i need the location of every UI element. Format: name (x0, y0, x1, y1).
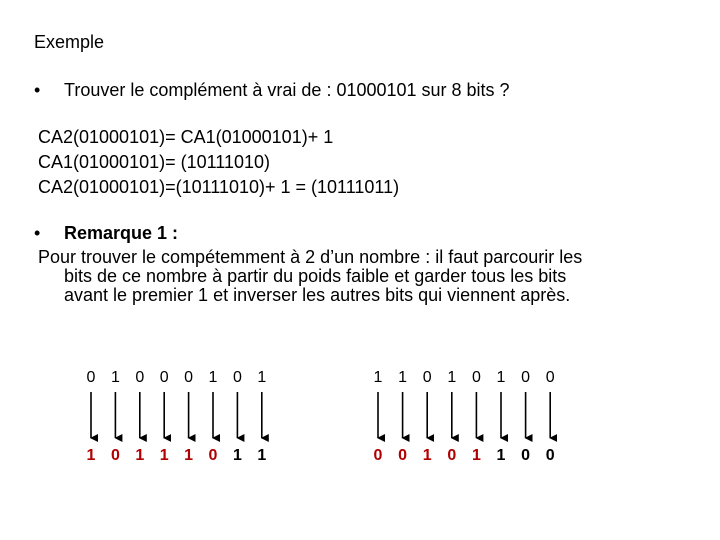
output-bit: 0 (373, 447, 383, 464)
input-bit: 0 (521, 369, 531, 386)
input-bit: 1 (257, 369, 267, 386)
input-bit: 1 (208, 369, 218, 386)
input-bit: 0 (184, 369, 194, 386)
formula-line: CA2(01000101)=(10111010)+ 1 = (10111011) (38, 177, 400, 197)
output-bit: 0 (110, 447, 120, 464)
input-bit: 1 (496, 369, 506, 386)
slide-title: Exemple (34, 32, 105, 52)
output-bit: 1 (471, 447, 481, 464)
question-text: Trouver le complément à vrai de : 01000101 sur 8 bits ? (64, 80, 510, 100)
input-bit: 1 (373, 369, 383, 386)
output-bit: 1 (184, 447, 194, 464)
output-bit: 0 (545, 447, 555, 464)
output-bit: 1 (496, 447, 506, 464)
input-bit: 0 (86, 369, 96, 386)
output-bit: 1 (159, 447, 169, 464)
output-bit: 1 (135, 447, 145, 464)
remark-line: avant le premier 1 et inverser les autres bits qui viennent après. (64, 285, 571, 305)
remark-line: Pour trouver le compétemment à 2 d’un nombre : il faut parcourir les (38, 247, 583, 267)
remark-label: Remarque 1 : (64, 223, 179, 243)
output-bit: 1 (422, 447, 432, 464)
output-bit: 0 (398, 447, 408, 464)
output-bit: 0 (208, 447, 218, 464)
bullet: • (34, 223, 41, 243)
formula-line: CA1(01000101)= (10111010) (38, 152, 271, 172)
bullet: • (34, 80, 41, 100)
output-bit: 1 (86, 447, 96, 464)
input-bit: 1 (398, 369, 408, 386)
input-bit: 0 (135, 369, 145, 386)
remark-line: bits de ce nombre à partir du poids faible et garder tous les bits (64, 266, 567, 286)
input-bit: 0 (422, 369, 432, 386)
input-bit: 0 (232, 369, 242, 386)
output-bit: 1 (232, 447, 242, 464)
input-bit: 0 (471, 369, 481, 386)
input-bit: 0 (159, 369, 169, 386)
formula-line: CA2(01000101)= CA1(01000101)+ 1 (38, 127, 334, 147)
input-bit: 1 (447, 369, 457, 386)
output-bit: 0 (447, 447, 457, 464)
input-bit: 0 (545, 369, 555, 386)
input-bit: 1 (110, 369, 120, 386)
output-bit: 1 (257, 447, 267, 464)
output-bit: 0 (521, 447, 531, 464)
